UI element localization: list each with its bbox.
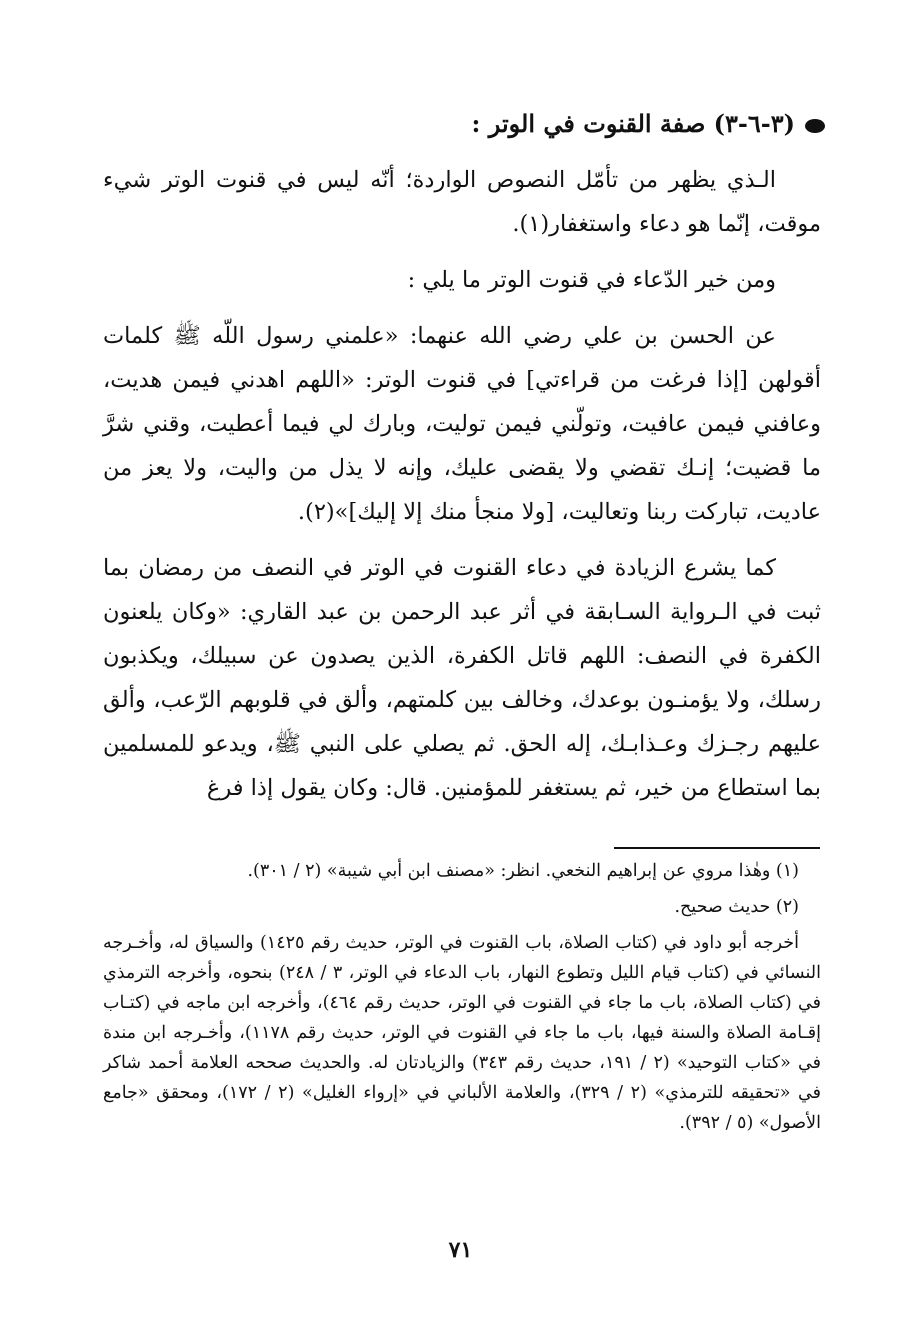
section-heading: [100, 104, 825, 144]
paragraph-ramadan-addition: كما يشرع الزيادة في دعاء القنوت في الوتر في النصف من رمضان بما ثبت في الـرواية السـابقة في أثر عبد الرحمن بن عبد القاري: «وكان يلعنون الكفرة في النصف: اللهم قاتل الكفرة، الذين يصدون عن سبيلك، ويكذبون رسلك، ولا يؤمنـون بوعدك، وخالف بين كلمتهم، وألق في قلوبهم الرّعب، وألق عليهم رجـزك وعـذابـك، إله الحق. ثم يصلي على النبي ﷺ، ويدعو للمسلمين بما استطاع من خير، ثم يستغفر للمؤمنين. قال: وكان يقول إذا فرغ: [103, 555, 821, 801]
paragraph-hadith-hasan: عن الحسن بن علي رضي الله عنهما: «علمني رسول اللّه ﷺ كلمات أقولهن [إذا فرغت من قراءتي] في قنوت الوتر: «اللهم اهدني فيمن هديت، وعافني فيمن عافيت، وتولّني فيمن توليت، وبارك لي فيما أعطيت، وقني شرَّ ما قضيت؛ إنـك تقضي ولا يقضى عليك، وإنه لا يذل من واليت، ولا يعز من عاديت، تباركت ربنا وتعاليت، [ولا منجأ منك إلا إليك]»(٢).: [103, 323, 821, 525]
main-text: [103, 158, 821, 822]
footnote-2-detail: أخرجه أبو داود في (كتاب الصلاة، باب القنوت في الوتر، حديث رقم ١٤٢٥) والسياق له، وأخـرجه النسائي في (كتاب قيام الليل وتطوع النهار، باب الدعاء في الوتر، ٣ / ٢٤٨) بنحوه، وأخرجه الترمذي في (كتاب الصلاة، باب ما جاء في القنوت في الوتر، حديث رقم ٤٦٤)، وأخرجه ابن ماجه في (كتـاب إقـامة الصلاة والسنة فيها، باب ما جاء في القنوت في الوتر، حديث رقم ١١٧٨)، وأخـرجه ابن مندة في «كتاب التوحيد» (٢ / ١٩١، حديث رقم ٣٤٣) والزيادتان له. والحديث صححه العلامة أحمد شاكر في «تحقيقه للترمذي» (٢ / ٣٢٩)، والعلامة الألباني في «إرواء الغليل» (٢ / ١٧٢)، ومحقق «جامع الأصول» (٥ / ٣٩٢).: [103, 933, 821, 1133]
paragraph-intro: الـذي يظهر من تأمّل النصوص الواردة؛ أنّه ليس في قنوت الوتر شيء موقت، إنّما هو دعاء واستغفار(١).: [103, 167, 821, 237]
paragraph-best-dua: ومن خير الدّعاء في قنوت الوتر ما يلي :: [407, 267, 776, 293]
bullet-dot-icon: [805, 119, 825, 133]
footnotes: [103, 856, 821, 1138]
footnote-divider: [614, 847, 820, 849]
page-number: ٧١: [448, 1237, 473, 1263]
footnote-2: (٢) حديث صحيح.: [674, 897, 799, 917]
section-heading-text: (٣-٦-٣) صفة القنوت في الوتر :: [471, 109, 795, 138]
footnote-1: (١) وهٰذا مروي عن إبراهيم النخعي. انظر: «مصنف ابن أبي شيبة» (٢ / ٣٠١).: [247, 861, 799, 881]
